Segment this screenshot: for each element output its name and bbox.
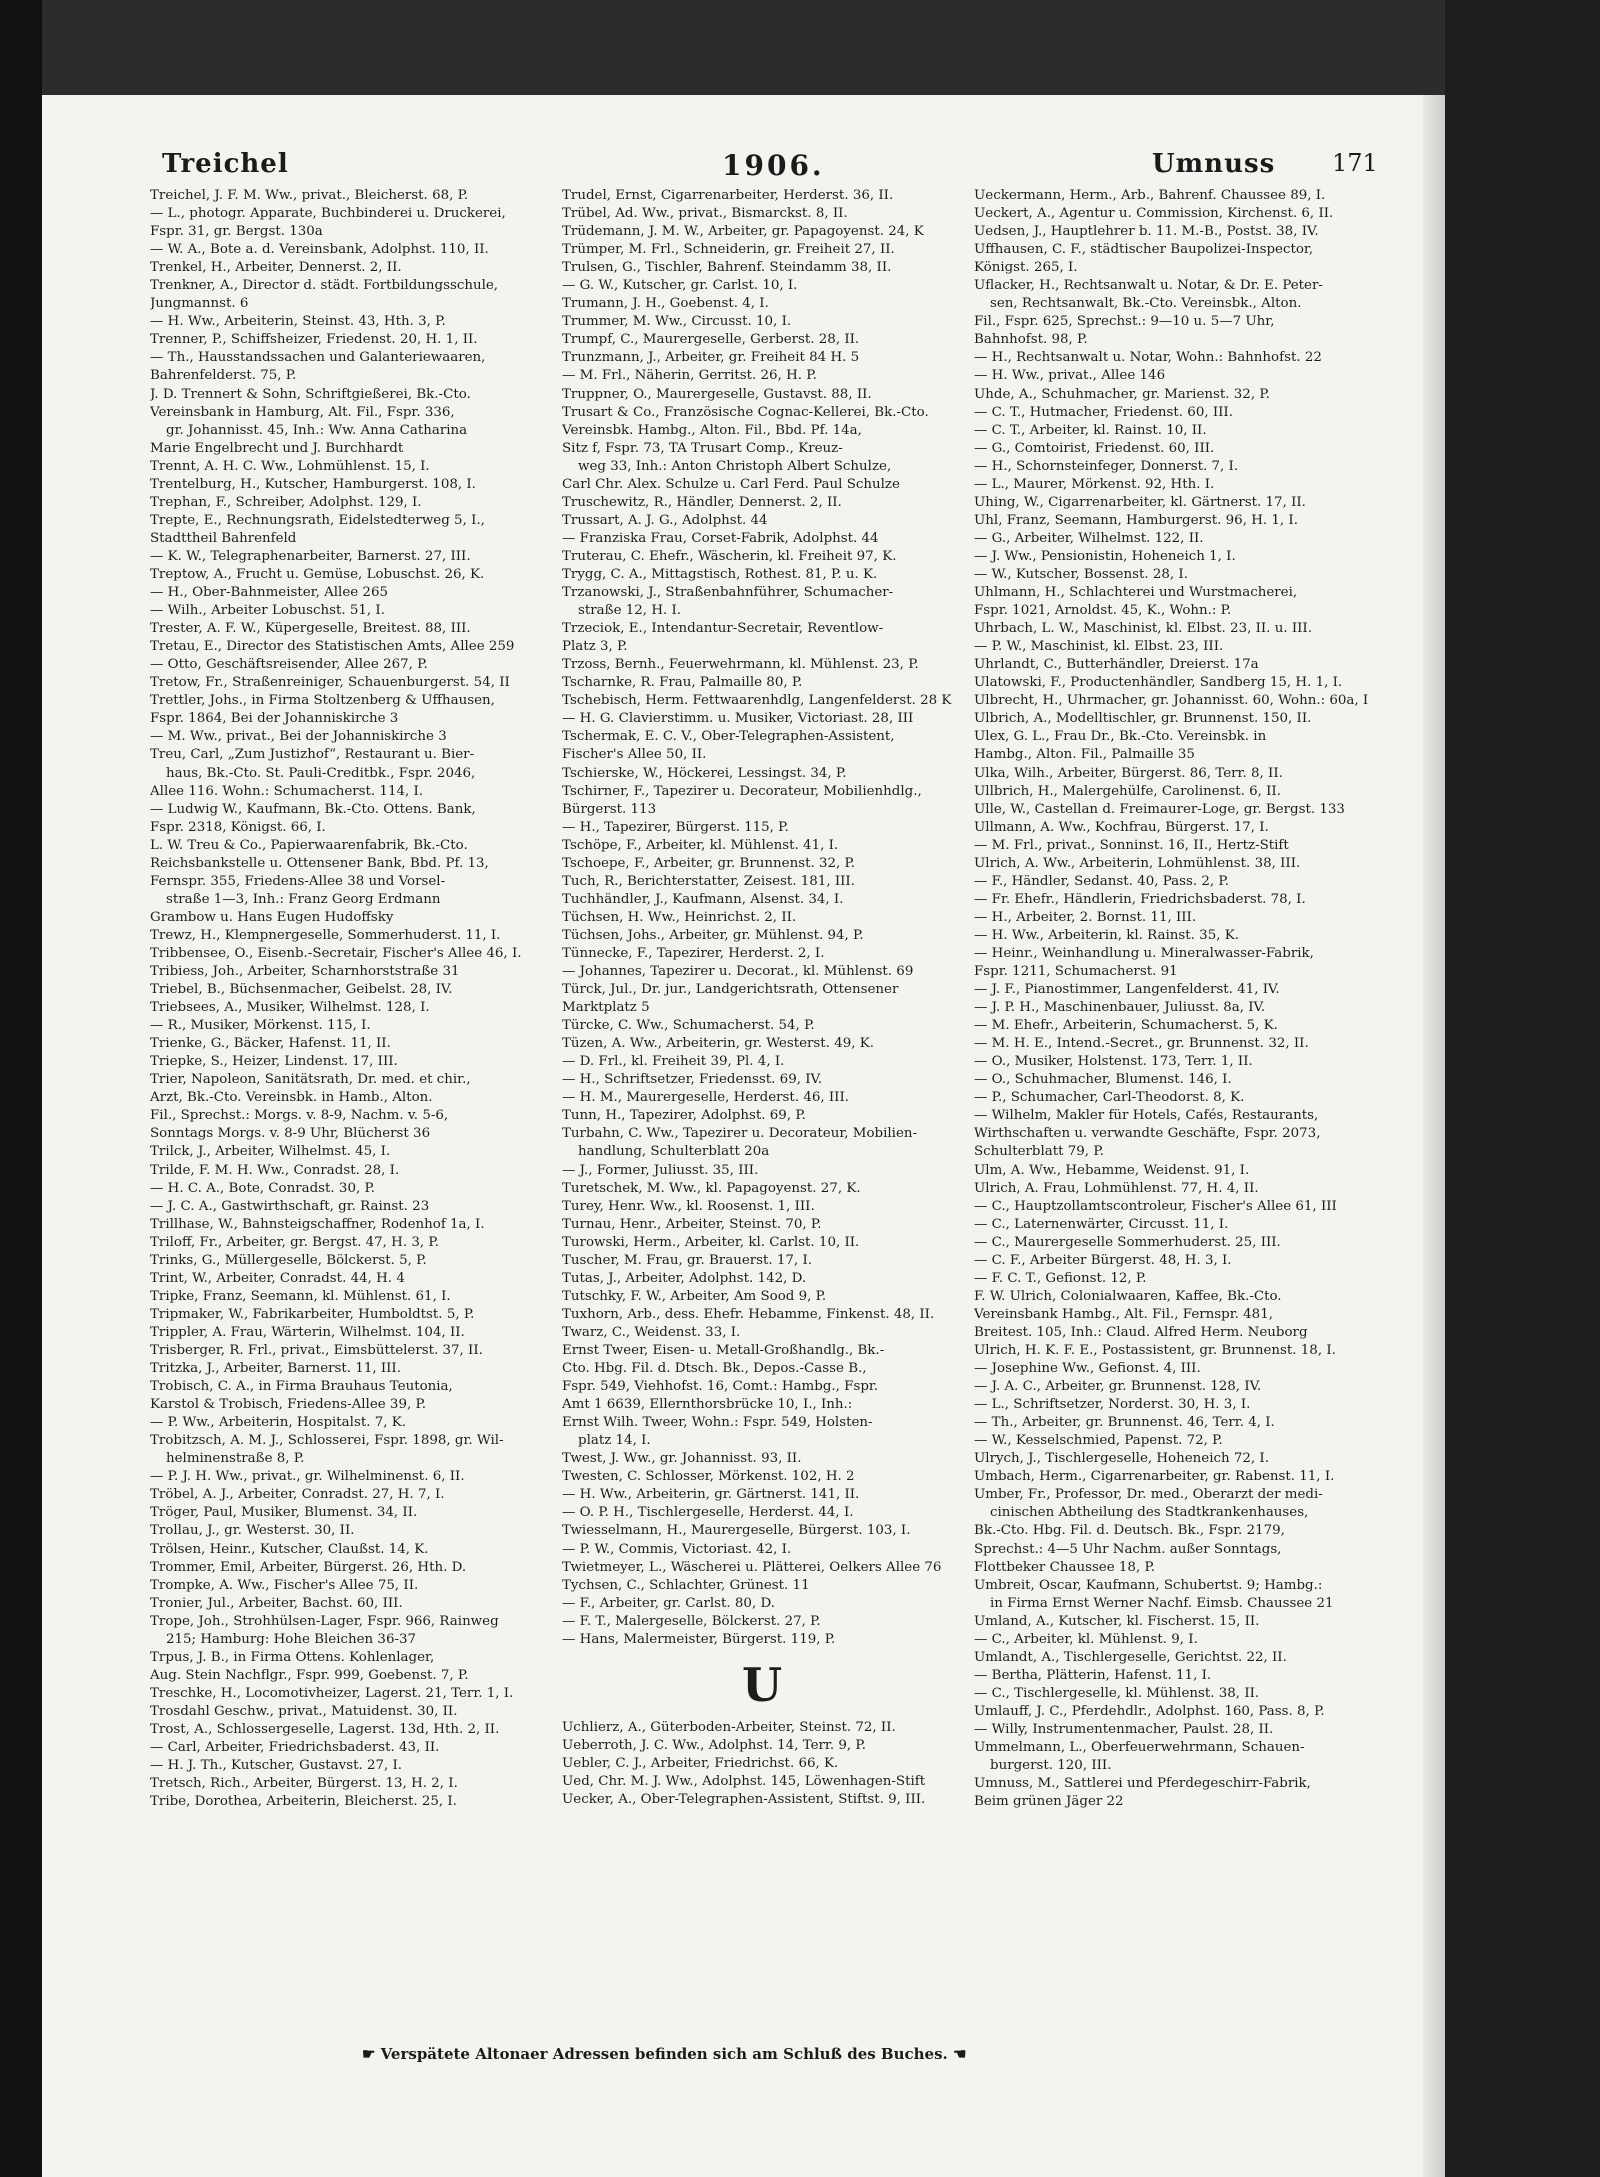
directory-entry: Tuscher, M. Frau, gr. Brauerst. 17, I. <box>562 1252 813 1268</box>
directory-entry: Uflacker, H., Rechtsanwalt u. Notar, & Dr. E. Peter- <box>974 278 1323 294</box>
directory-entry: Truschewitz, R., Händler, Dennerst. 2, II. <box>562 494 842 510</box>
directory-entry: Trettler, Johs., in Firma Stoltzenberg & Uffhausen, <box>150 693 495 709</box>
directory-entry: — Willy, Instrumentenmacher, Paulst. 28, II. <box>974 1721 1274 1737</box>
directory-entry: sen, Rechtsanwalt, Bk.-Cto. Vereinsbk., Alton. <box>990 296 1302 312</box>
directory-entry: — Hans, Malermeister, Bürgerst. 119, P. <box>562 1631 836 1647</box>
directory-entry: Beim grünen Jäger 22 <box>974 1794 1124 1810</box>
directory-entry: Tribiess, Joh., Arbeiter, Scharnhorststraße 31 <box>150 964 460 980</box>
directory-entry: Fspr. 1864, Bei der Johanniskirche 3 <box>150 711 399 727</box>
directory-entry: cinischen Abtheilung des Stadtkrankenhauses, <box>990 1505 1309 1521</box>
directory-entry: Trölsen, Heinr., Kutscher, Claußst. 14, K. <box>150 1541 429 1557</box>
column-2 <box>562 187 962 1809</box>
directory-entry: — Carl, Arbeiter, Friedrichsbaderst. 43, II. <box>150 1740 440 1756</box>
directory-entry: — J. C. A., Gastwirthschaft, gr. Rainst. 23 <box>150 1198 430 1214</box>
footnote: ☛ Verspätete Altonaer Adressen befinden sich am Schluß des Buches. ☚ <box>362 2045 967 2063</box>
directory-entry: Tutschky, F. W., Arbeiter, Am Sood 9, P. <box>562 1288 827 1304</box>
directory-entry: Fil., Sprechst.: Morgs. v. 8-9, Nachm. v. 5-6, <box>150 1108 449 1124</box>
directory-entry: — C. T., Arbeiter, kl. Rainst. 10, II. <box>974 422 1207 438</box>
directory-entry: Fernspr. 355, Friedens-Allee 38 und Vorsel- <box>150 873 446 889</box>
directory-entry: Trobisch, C. A., in Firma Brauhaus Teutonia, <box>150 1379 453 1395</box>
directory-entry: Trummer, M. Ww., Circusst. 10, I. <box>562 314 792 330</box>
directory-entry: Tschierske, W., Höckerei, Lessingst. 34, P. <box>562 765 847 781</box>
directory-entry: — C., Arbeiter, kl. Mühlenst. 9, I. <box>974 1631 1198 1647</box>
directory-entry: Tröger, Paul, Musiker, Blumenst. 34, II. <box>150 1505 418 1521</box>
directory-entry: Bk.-Cto. Hbg. Fil. d. Deutsch. Bk., Fspr. 2179, <box>974 1523 1285 1539</box>
directory-entry: — H. Ww., Arbeiterin, kl. Rainst. 35, K. <box>974 927 1239 943</box>
scan-border-top <box>0 0 1600 95</box>
directory-entry: Trübel, Ad. Ww., privat., Bismarckst. 8, II. <box>562 206 848 222</box>
directory-entry: platz 14, I. <box>578 1433 651 1449</box>
header-right-keyword: Umnuss <box>1152 149 1276 179</box>
directory-entry: Türcke, C. Ww., Schumacherst. 54, P. <box>562 1018 815 1034</box>
directory-entry: — P. J. H. Ww., privat., gr. Wilhelminenst. 6, II. <box>150 1469 465 1485</box>
directory-entry: J. D. Trennert & Sohn, Schriftgießerei, Bk.-Cto. <box>150 386 471 402</box>
directory-entry: Trussart, A. J. G., Adolphst. 44 <box>562 512 768 528</box>
directory-entry: Tröbel, A. J., Arbeiter, Conradst. 27, H. 7, I. <box>150 1487 445 1503</box>
directory-entry: Trumpf, C., Maurergeselle, Gerberst. 28, II. <box>562 332 860 348</box>
directory-entry: Trümper, M. Frl., Schneiderin, gr. Freiheit 27, II. <box>562 242 895 258</box>
directory-entry: Trommer, Emil, Arbeiter, Bürgerst. 26, Hth. D. <box>150 1559 467 1575</box>
directory-entry: Tscharnke, R. Frau, Palmaille 80, P. <box>562 675 803 691</box>
directory-entry: — H. Ww., Arbeiterin, Steinst. 43, Hth. 3, P. <box>150 314 446 330</box>
directory-entry: Trope, Joh., Strohhülsen-Lager, Fspr. 966, Rainweg <box>150 1613 499 1629</box>
directory-entry: Trygg, C. A., Mittagstisch, Rothest. 81, P. u. K. <box>562 566 878 582</box>
directory-entry: — G., Arbeiter, Wilhelmst. 122, II. <box>974 530 1204 546</box>
directory-entry: Tychsen, C., Schlachter, Grünest. 11 <box>562 1577 810 1593</box>
directory-entry: Trenner, P., Schiffsheizer, Friedenst. 20, H. 1, II. <box>150 332 478 348</box>
directory-entry: Ulm, A. Ww., Hebamme, Weidenst. 91, I. <box>974 1162 1250 1178</box>
page-header <box>152 149 1392 189</box>
directory-entry: — M. Ww., privat., Bei der Johanniskirche 3 <box>150 729 447 745</box>
directory-entry: Trumann, J. H., Goebenst. 4, I. <box>562 296 769 312</box>
directory-entry: Uhrlandt, C., Butterhändler, Dreierst. 17a <box>974 657 1259 673</box>
directory-entry: Ullmann, A. Ww., Kochfrau, Bürgerst. 17, I. <box>974 819 1269 835</box>
directory-entry: — H. Ww., Arbeiterin, gr. Gärtnerst. 141, II. <box>562 1487 860 1503</box>
column-3 <box>974 187 1374 1811</box>
directory-entry: — Bertha, Plätterin, Hafenst. 11, I. <box>974 1667 1212 1683</box>
directory-entry: Trzoss, Bernh., Feuerwehrmann, kl. Mühlenst. 23, P. <box>562 657 919 673</box>
directory-entry: Königst. 265, I. <box>974 260 1078 276</box>
directory-entry: — C. T., Hutmacher, Friedenst. 60, III. <box>974 404 1233 420</box>
directory-entry: Fspr. 31, gr. Bergst. 130a <box>150 224 323 240</box>
directory-entry: — H. M., Maurergeselle, Herderst. 46, III. <box>562 1090 850 1106</box>
directory-entry: Allee 116. Wohn.: Schumacherst. 114, I. <box>150 783 424 799</box>
directory-entry: — Otto, Geschäftsreisender, Allee 267, P. <box>150 657 428 673</box>
directory-entry: Treptow, A., Frucht u. Gemüse, Lobuschst. 26, K. <box>150 566 485 582</box>
directory-entry: Tunn, H., Tapezirer, Adolphst. 69, P. <box>562 1108 806 1124</box>
directory-entry: Umber, Fr., Professor, Dr. med., Oberarzt der medi- <box>974 1487 1323 1503</box>
directory-entry: Fspr. 2318, Königst. 66, I. <box>150 819 326 835</box>
directory-entry: Uhl, Franz, Seemann, Hamburgerst. 96, H. 1, I. <box>974 512 1298 528</box>
directory-entry: Trosdahl Geschw., privat., Matuidenst. 30, II. <box>150 1703 458 1719</box>
directory-entry: Twesten, C. Schlosser, Mörkenst. 102, H. 2 <box>562 1469 855 1485</box>
directory-entry: Ulex, G. L., Frau Dr., Bk.-Cto. Vereinsbk. in <box>974 729 1267 745</box>
directory-entry: — P. Ww., Arbeiterin, Hospitalst. 7, K. <box>150 1415 407 1431</box>
directory-entry: Uchlierz, A., Güterboden-Arbeiter, Steinst. 72, II. <box>562 1719 896 1735</box>
directory-entry: Carl Chr. Alex. Schulze u. Carl Ferd. Paul Schulze <box>562 476 900 492</box>
directory-entry: Trewz, H., Klempnergeselle, Sommerhuderst. 11, I. <box>150 927 501 943</box>
directory-entry: Tritzka, J., Arbeiter, Barnerst. 11, III. <box>150 1361 401 1377</box>
directory-entry: Uhde, A., Schuhmacher, gr. Marienst. 32, P. <box>974 386 1270 402</box>
directory-entry: Turetschek, M. Ww., kl. Papagoyenst. 27, K. <box>562 1180 861 1196</box>
directory-entry: — H., Schornsteinfeger, Donnerst. 7, I. <box>974 458 1239 474</box>
directory-entry: Tschirner, F., Tapezirer u. Decorateur, Mobilienhdlg., <box>562 783 922 799</box>
directory-entry: Uebler, C. J., Arbeiter, Friedrichst. 66, K. <box>562 1755 839 1771</box>
directory-entry: — J. Ww., Pensionistin, Hoheneich 1, I. <box>974 548 1236 564</box>
directory-entry: — H., Rechtsanwalt u. Notar, Wohn.: Bahnhofst. 22 <box>974 350 1322 366</box>
directory-entry: Trilck, J., Arbeiter, Wilhelmst. 45, I. <box>150 1144 391 1160</box>
directory-entry: gr. Johannisst. 45, Inh.: Ww. Anna Catharina <box>166 422 468 438</box>
directory-entry: — C., Hauptzollamtscontroleur, Fischer's Allee 61, III <box>974 1198 1337 1214</box>
directory-entry: Tünnecke, F., Tapezirer, Herderst. 2, I. <box>562 945 825 961</box>
directory-entry: Treu, Carl, „Zum Justizhof“, Restaurant u. Bier- <box>150 747 475 763</box>
directory-entry: Turbahn, C. Ww., Tapezirer u. Decorateur, Mobilien- <box>562 1126 918 1142</box>
directory-entry: Trompke, A. Ww., Fischer's Allee 75, II. <box>150 1577 419 1593</box>
directory-entry: Treichel, J. F. M. Ww., privat., Bleicherst. 68, P. <box>150 188 469 203</box>
directory-entry: Ulka, Wilh., Arbeiter, Bürgerst. 86, Terr. 8, II. <box>974 765 1283 781</box>
directory-entry: straße 1—3, Inh.: Franz Georg Erdmann <box>166 891 441 907</box>
directory-entry: Umland, A., Kutscher, kl. Fischerst. 15, II. <box>974 1613 1260 1629</box>
directory-entry: Platz 3, P. <box>562 639 628 655</box>
directory-entry: Tschermak, E. C. V., Ober-Telegraphen-Assistent, <box>562 729 895 745</box>
directory-entry: haus, Bk.-Cto. St. Pauli-Creditbk., Fspr. 2046, <box>166 765 476 781</box>
directory-entry: Ulbrich, A., Modelltischler, gr. Brunnenst. 150, II. <box>974 711 1312 727</box>
section-letter: U <box>741 1657 783 1712</box>
directory-entry: Türck, Jul., Dr. jur., Landgerichtsrath, Ottensener <box>562 982 899 998</box>
directory-entry: Trippler, A. Frau, Wärterin, Wilhelmst. 104, II. <box>150 1324 465 1340</box>
directory-entry: — O., Schuhmacher, Blumenst. 146, I. <box>974 1072 1232 1088</box>
directory-entry: — G. W., Kutscher, gr. Carlst. 10, I. <box>562 278 798 294</box>
directory-entry: Vereinsbk. Hambg., Alton. Fil., Bbd. Pf. 14a, <box>562 422 862 438</box>
directory-entry: Tripke, Franz, Seemann, kl. Mühlenst. 61, I. <box>150 1288 451 1304</box>
directory-entry: — J. A. C., Arbeiter, gr. Brunnenst. 128, IV. <box>974 1379 1262 1395</box>
directory-entry: Ullbrich, H., Malergehülfe, Carolinenst. 6, II. <box>974 783 1281 799</box>
directory-entry: Ueckert, A., Agentur u. Commission, Kirchenst. 6, II. <box>974 206 1334 222</box>
directory-entry: Turowski, Herm., Arbeiter, kl. Carlst. 10, II. <box>562 1234 860 1250</box>
directory-entry: Umbach, Herm., Cigarrenarbeiter, gr. Rabenst. 11, I. <box>974 1469 1335 1485</box>
directory-entry: 215; Hamburg: Hohe Bleichen 36-37 <box>166 1631 417 1647</box>
directory-entry: — Ludwig W., Kaufmann, Bk.-Cto. Ottens. Bank, <box>150 801 476 817</box>
directory-entry: Ued, Chr. M. J. Ww., Adolphst. 145, Löwenhagen-Stift <box>562 1773 926 1789</box>
directory-entry: L. W. Treu & Co., Papierwaarenfabrik, Bk.-Cto. <box>150 837 468 853</box>
directory-entry: — H. G. Clavierstimm. u. Musiker, Victoriast. 28, III <box>562 711 914 727</box>
directory-entry: Trollau, J., gr. Westerst. 30, II. <box>150 1523 355 1539</box>
directory-entry: Vereinsbank Hambg., Alt. Fil., Fernspr. 481, <box>974 1306 1273 1322</box>
directory-entry: — Franziska Frau, Corset-Fabrik, Adolphst. 44 <box>562 530 879 546</box>
directory-entry: in Firma Ernst Werner Nachf. Eimsb. Chaussee 21 <box>990 1595 1334 1611</box>
directory-entry: Arzt, Bk.-Cto. Vereinsbk. in Hamb., Alton. <box>150 1090 433 1106</box>
directory-entry: Trisberger, R. Frl., privat., Eimsbüttelerst. 37, II. <box>150 1343 483 1358</box>
directory-entry: Ueckermann, Herm., Arb., Bahrenf. Chaussee 89, I. <box>974 188 1326 203</box>
directory-entry: Umlandt, A., Tischlergeselle, Gerichtst. 22, II. <box>974 1649 1287 1665</box>
directory-entry: burgerst. 120, III. <box>990 1758 1112 1774</box>
directory-page <box>42 95 1445 2177</box>
directory-entry: Trillhase, W., Bahnsteigschaffner, Rodenhof 1a, I. <box>150 1216 485 1232</box>
directory-entry: — M. Frl., Näherin, Gerritst. 26, H. P. <box>562 368 817 384</box>
directory-entry: Tuxhorn, Arb., dess. Ehefr. Hebamme, Finkenst. 48, II. <box>562 1306 935 1322</box>
directory-entry: Marie Engelbrecht und J. Burchhardt <box>150 440 404 456</box>
directory-entry: Fischer's Allee 50, II. <box>562 747 707 763</box>
directory-entry: Triebel, B., Büchsenmacher, Geibelst. 28, IV. <box>150 982 453 998</box>
scan-border-right <box>1445 0 1600 2177</box>
directory-entry: Bürgerst. 113 <box>562 801 657 817</box>
directory-entry: Trenkner, A., Director d. städt. Fortbildungsschule, <box>150 278 499 294</box>
directory-entry: Tüzen, A. Ww., Arbeiterin, gr. Westerst. 49, K. <box>562 1036 875 1052</box>
directory-entry: Tutas, J., Arbeiter, Adolphst. 142, D. <box>562 1270 807 1286</box>
directory-entry: — J., Former, Juliusst. 35, III. <box>562 1162 759 1178</box>
directory-entry: Umlauff, J. C., Pferdehdlr., Adolphst. 160, Pass. 8, P. <box>974 1703 1325 1719</box>
directory-entry: handlung, Schulterblatt 20a <box>578 1144 770 1160</box>
directory-entry: — Johannes, Tapezirer u. Decorat., kl. Mühlenst. 69 <box>562 964 914 980</box>
directory-entry: Ummelmann, L., Oberfeuerwehrmann, Schauen- <box>974 1740 1305 1756</box>
directory-entry: Trentelburg, H., Kutscher, Hamburgerst. 108, I. <box>150 476 476 492</box>
directory-entry: — W., Kesselschmied, Papenst. 72, P. <box>974 1433 1223 1449</box>
directory-entry: — H., Tapezirer, Bürgerst. 115, P. <box>562 819 789 835</box>
directory-entry: Fspr. 1021, Arnoldst. 45, K., Wohn.: P. <box>974 603 1232 619</box>
directory-entry: — W. A., Bote a. d. Vereinsbank, Adolphst. 110, II. <box>150 242 489 258</box>
directory-entry: — H. C. A., Bote, Conradst. 30, P. <box>150 1180 376 1196</box>
directory-entry: Fspr. 549, Viehhofst. 16, Comt.: Hambg., Fspr. <box>562 1379 879 1395</box>
directory-entry: Truterau, C. Ehefr., Wäscherin, kl. Freiheit 97, K. <box>562 548 897 564</box>
directory-entry: weg 33, Inh.: Anton Christoph Albert Schulze, <box>578 458 892 474</box>
directory-entry: Bahnhofst. 98, P. <box>974 332 1088 348</box>
directory-entry: — M. Frl., privat., Sonninst. 16, II., Hertz-Stift <box>974 837 1289 853</box>
directory-entry: — F. T., Malergeselle, Bölckerst. 27, P. <box>562 1613 821 1629</box>
directory-entry: Ueberroth, J. C. Ww., Adolphst. 14, Terr. 9, P. <box>562 1737 866 1753</box>
directory-entry: Ernst Tweer, Eisen- u. Metall-Großhandlg., Bk.- <box>562 1343 885 1358</box>
directory-entry: Grambow u. Hans Eugen Hudoffsky <box>150 909 394 925</box>
directory-entry: — Heinr., Weinhandlung u. Mineralwasser-Fabrik, <box>974 945 1314 961</box>
directory-entry: Bahrenfelderst. 75, P. <box>150 368 297 384</box>
directory-entry: Fil., Fspr. 625, Sprechst.: 9—10 u. 5—7 Uhr, <box>974 314 1275 330</box>
directory-entry: Trier, Napoleon, Sanitätsrath, Dr. med. et chir., <box>150 1072 471 1088</box>
directory-entry: — H., Arbeiter, 2. Bornst. 11, III. <box>974 909 1197 925</box>
directory-entry: — G., Comtoirist, Friedenst. 60, III. <box>974 440 1215 456</box>
directory-entry: — J. P. H., Maschinenbauer, Juliusst. 8a, IV. <box>974 1000 1266 1016</box>
directory-entry: Trusart & Co., Französische Cognac-Kellerei, Bk.-Cto. <box>562 404 929 420</box>
directory-entry: Trennt, A. H. C. Ww., Lohmühlenst. 15, I. <box>150 458 430 474</box>
directory-entry: Twarz, C., Weidenst. 33, I. <box>562 1324 741 1340</box>
directory-entry: Trpus, J. B., in Firma Ottens. Kohlenlager, <box>150 1649 435 1665</box>
header-left-keyword: Treichel <box>162 149 289 179</box>
directory-entry: Trulsen, G., Tischler, Bahrenf. Steindamm 38, II. <box>562 260 892 276</box>
directory-entry: Uedsen, J., Hauptlehrer b. 11. M.-B., Postst. 38, IV. <box>974 224 1319 240</box>
directory-entry: Trüdemann, J. M. W., Arbeiter, gr. Papagoyenst. 24, K <box>562 224 924 240</box>
directory-entry: — F. C. T., Gefionst. 12, P. <box>974 1270 1147 1286</box>
directory-entry: straße 12, H. I. <box>578 603 682 619</box>
directory-entry: Triepke, S., Heizer, Lindenst. 17, III. <box>150 1054 398 1070</box>
directory-entry: Sitz f, Fspr. 73, TA Trusart Comp., Kreuz- <box>562 440 843 456</box>
directory-entry: Sprechst.: 4—5 Uhr Nachm. außer Sonntags, <box>974 1541 1282 1557</box>
directory-entry: Twietmeyer, L., Wäscherei u. Plätterei, Oelkers Allee 76 <box>562 1559 942 1575</box>
directory-entry: — P. W., Commis, Victoriast. 42, I. <box>562 1541 792 1557</box>
directory-entry: — Th., Hausstandssachen und Galanteriewaaren, <box>150 350 486 366</box>
directory-entry: Tretau, E., Director des Statistischen Amts, Allee 259 <box>150 639 515 655</box>
directory-entry: — J. F., Pianostimmer, Langenfelderst. 41, IV. <box>974 982 1280 998</box>
directory-entry: Trint, W., Arbeiter, Conradst. 44, H. 4 <box>150 1270 405 1286</box>
directory-entry: Vereinsbank in Hamburg, Alt. Fil., Fspr. 336, <box>150 404 455 420</box>
directory-entry: Ulrich, A. Ww., Arbeiterin, Lohmühlenst. 38, III. <box>974 855 1301 871</box>
directory-entry: Uhing, W., Cigarrenarbeiter, kl. Gärtnerst. 17, II. <box>974 494 1306 510</box>
directory-entry: Karstol & Trobisch, Friedens-Allee 39, P. <box>150 1397 427 1413</box>
directory-entry: Tüchsen, H. Ww., Heinrichst. 2, II. <box>562 909 797 925</box>
directory-entry: Trester, A. F. W., Küpergeselle, Breitest. 88, III. <box>150 621 471 637</box>
column-1 <box>150 187 550 1811</box>
directory-entry: F. W. Ulrich, Colonialwaaren, Kaffee, Bk.-Cto. <box>974 1288 1282 1304</box>
directory-entry: Tüchsen, Johs., Arbeiter, gr. Mühlenst. 94, P. <box>562 927 864 943</box>
directory-entry: — Josephine Ww., Gefionst. 4, III. <box>974 1361 1201 1377</box>
directory-entry: Trost, A., Schlossergeselle, Lagerst. 13d, Hth. 2, II. <box>150 1721 500 1737</box>
directory-entry: Uhlmann, H., Schlachterei und Wurstmacherei, <box>974 585 1298 601</box>
directory-entry: — F., Händler, Sedanst. 40, Pass. 2, P. <box>974 873 1229 889</box>
directory-entry: — C., Maurergeselle Sommerhuderst. 25, III. <box>974 1234 1281 1250</box>
directory-entry: Uhrbach, L. W., Maschinist, kl. Elbst. 23, II. u. III. <box>974 621 1312 637</box>
directory-entry: Uecker, A., Ober-Telegraphen-Assistent, Stiftst. 9, III. <box>562 1791 926 1807</box>
directory-entry: Trilde, F. M. H. Ww., Conradst. 28, I. <box>150 1162 400 1178</box>
directory-entry: Ernst Wilh. Tweer, Wohn.: Fspr. 549, Holsten- <box>562 1415 873 1431</box>
directory-entry: Tuch, R., Berichterstatter, Zeisest. 181, III. <box>562 873 855 889</box>
directory-entry: — Fr. Ehefr., Händlerin, Friedrichsbaderst. 78, I. <box>974 891 1306 907</box>
directory-entry: Triloff, Fr., Arbeiter, gr. Bergst. 47, H. 3, P. <box>150 1234 439 1250</box>
directory-entry: Fspr. 1211, Schumacherst. 91 <box>974 964 1178 980</box>
directory-entry: Trephan, F., Schreiber, Adolphst. 129, I. <box>150 494 422 510</box>
directory-entry: Trenkel, H., Arbeiter, Dennerst. 2, II. <box>150 260 402 276</box>
directory-entry: Trudel, Ernst, Cigarrenarbeiter, Herderst. 36, II. <box>562 188 894 203</box>
directory-entry: — L., photogr. Apparate, Buchbinderei u. Druckerei, <box>150 206 506 222</box>
directory-entry: Turey, Henr. Ww., kl. Roosenst. 1, III. <box>562 1198 815 1214</box>
directory-entry: Reichsbankstelle u. Ottensener Bank, Bbd. Pf. 13, <box>150 855 489 871</box>
header-year: 1906. <box>722 149 825 182</box>
directory-entry: Treschke, H., Locomotivheizer, Lagerst. 21, Terr. 1, I. <box>150 1685 514 1701</box>
directory-entry: — W., Kutscher, Bossenst. 28, I. <box>974 566 1188 582</box>
directory-entry: Triebsees, A., Musiker, Wilhelmst. 128, I. <box>150 1000 430 1016</box>
directory-entry: Stadttheil Bahrenfeld <box>150 530 297 546</box>
directory-entry: Tretow, Fr., Straßenreiniger, Schauenburgerst. 54, II <box>150 675 510 691</box>
directory-entry: Tschebisch, Herm. Fettwaarenhdlg, Langenfelderst. 28 K <box>562 693 952 709</box>
directory-entry: Marktplatz 5 <box>562 1000 650 1016</box>
directory-entry: — L., Schriftsetzer, Norderst. 30, H. 3, I. <box>974 1397 1251 1413</box>
directory-entry: Aug. Stein Nachflgr., Fspr. 999, Goebenst. 7, P. <box>150 1667 469 1683</box>
directory-entry: Uffhausen, C. F., städtischer Baupolizei-Inspector, <box>974 242 1314 258</box>
directory-entry: helminenstraße 8, P. <box>166 1451 305 1467</box>
directory-entry: Ulrich, A. Frau, Lohmühlenst. 77, H. 4, II. <box>974 1180 1259 1196</box>
directory-entry: Tschoepe, F., Arbeiter, gr. Brunnenst. 32, P. <box>562 855 856 871</box>
directory-entry: — C., Tischlergeselle, kl. Mühlenst. 38, II. <box>974 1685 1260 1701</box>
directory-entry: Sonntags Morgs. v. 8-9 Uhr, Blücherst 36 <box>150 1126 431 1142</box>
directory-entry: Trepte, E., Rechnungsrath, Eidelstedterweg 5, I., <box>150 512 485 528</box>
directory-entry: — Th., Arbeiter, gr. Brunnenst. 46, Terr. 4, I. <box>974 1415 1275 1431</box>
directory-entry: Ulrych, J., Tischlergeselle, Hoheneich 72, I. <box>974 1451 1269 1467</box>
directory-entry: — M. Ehefr., Arbeiterin, Schumacherst. 5, K. <box>974 1018 1278 1034</box>
directory-entry: Twiesselmann, H., Maurergeselle, Bürgerst. 103, I. <box>562 1523 911 1539</box>
directory-entry: — L., Maurer, Mörkenst. 92, Hth. I. <box>974 476 1215 492</box>
directory-entry: Tripmaker, W., Fabrikarbeiter, Humboldtst. 5, P. <box>150 1306 475 1322</box>
directory-entry: Tschöpe, F., Arbeiter, kl. Mühlenst. 41, I. <box>562 837 839 853</box>
directory-entry: — K. W., Telegraphenarbeiter, Barnerst. 27, III. <box>150 548 471 564</box>
page-number: 171 <box>1332 149 1378 177</box>
directory-entry: — O. P. H., Tischlergeselle, Herderst. 44, I. <box>562 1505 854 1521</box>
directory-entry: Tronier, Jul., Arbeiter, Bachst. 60, III. <box>150 1595 403 1611</box>
directory-entry: — R., Musiker, Mörkenst. 115, I. <box>150 1018 371 1034</box>
directory-entry: — O., Musiker, Holstenst. 173, Terr. 1, II. <box>974 1054 1253 1070</box>
directory-entry: Tribe, Dorothea, Arbeiterin, Bleicherst. 25, I. <box>150 1794 457 1810</box>
directory-entry: Umbreit, Oscar, Kaufmann, Schubertst. 9; Hambg.: <box>974 1577 1323 1593</box>
directory-entry: — H., Ober-Bahnmeister, Allee 265 <box>150 585 388 601</box>
directory-entry: Turnau, Henr., Arbeiter, Steinst. 70, P. <box>562 1216 822 1232</box>
directory-entry: Ulrich, H. K. F. E., Postassistent, gr. Brunnenst. 18, I. <box>974 1343 1336 1358</box>
directory-entry: Trobitzsch, A. M. J., Schlosserei, Fspr. 1898, gr. Wil- <box>150 1433 504 1449</box>
directory-entry: Cto. Hbg. Fil. d. Dtsch. Bk., Depos.-Casse B., <box>562 1361 867 1377</box>
directory-entry: Ulbrecht, H., Uhrmacher, gr. Johannisst. 60, Wohn.: 60a, I <box>974 693 1369 709</box>
directory-entry: Tribbensee, O., Eisenb.-Secretair, Fischer's Allee 46, I. <box>150 945 522 961</box>
directory-entry: — C., Laternenwärter, Circusst. 11, I. <box>974 1216 1229 1232</box>
directory-entry: Trinks, G., Müllergeselle, Bölckerst. 5, P. <box>150 1252 427 1268</box>
directory-entry: — M. H. E., Intend.-Secret., gr. Brunnenst. 32, II. <box>974 1036 1309 1052</box>
directory-entry: — H. J. Th., Kutscher, Gustavst. 27, I. <box>150 1758 403 1774</box>
directory-entry: Schulterblatt 79, P. <box>974 1144 1104 1160</box>
directory-entry: — H. Ww., privat., Allee 146 <box>974 368 1166 384</box>
directory-entry: Amt 1 6639, Ellernthorsbrücke 10, I., Inh.: <box>562 1397 853 1413</box>
directory-entry: — D. Frl., kl. Freiheit 39, Pl. 4, I. <box>562 1054 785 1070</box>
directory-entry: — H., Schriftsetzer, Friedensst. 69, IV. <box>562 1072 823 1088</box>
directory-entry: Tretsch, Rich., Arbeiter, Bürgerst. 13, H. 2, I. <box>150 1776 458 1792</box>
directory-entry: Twest, J. Ww., gr. Johannisst. 93, II. <box>562 1451 802 1467</box>
directory-entry: — Wilh., Arbeiter Lobuschst. 51, I. <box>150 603 385 619</box>
directory-entry: Jungmannst. 6 <box>150 296 249 312</box>
directory-entry: Flottbeker Chaussee 18, P. <box>974 1559 1156 1575</box>
directory-entry: Trzanowski, J., Straßenbahnführer, Schumacher- <box>562 585 894 601</box>
directory-entry: Truppner, O., Maurergeselle, Gustavst. 88, II. <box>562 386 872 402</box>
directory-entry: Trunzmann, J., Arbeiter, gr. Freiheit 84 H. 5 <box>562 350 860 366</box>
directory-entry: Ulatowski, F., Productenhändler, Sandberg 15, H. 1, I. <box>974 675 1343 691</box>
directory-entry: Wirthschaften u. verwandte Geschäfte, Fspr. 2073, <box>974 1126 1321 1142</box>
scan-border-left <box>0 0 42 2177</box>
directory-entry: Trienke, G., Bäcker, Hafenst. 11, II. <box>150 1036 391 1052</box>
directory-entry: Trzeciok, E., Intendantur-Secretair, Reventlow- <box>562 621 884 637</box>
directory-entry: Tuchhändler, J., Kaufmann, Alsenst. 34, I. <box>562 891 844 907</box>
directory-entry: — P., Schumacher, Carl-Theodorst. 8, K. <box>974 1090 1245 1106</box>
directory-entry: — F., Arbeiter, gr. Carlst. 80, D. <box>562 1595 775 1611</box>
directory-entry: Breitest. 105, Inh.: Claud. Alfred Herm. Neuborg <box>974 1324 1308 1340</box>
directory-entry: — Wilhelm, Makler für Hotels, Cafés, Restaurants, <box>974 1108 1319 1124</box>
directory-entry: Hambg., Alton. Fil., Palmaille 35 <box>974 747 1195 763</box>
directory-entry: Ulle, W., Castellan d. Freimaurer-Loge, gr. Bergst. 133 <box>974 801 1345 817</box>
directory-entry: — C. F., Arbeiter Bürgerst. 48, H. 3, I. <box>974 1252 1232 1268</box>
directory-entry: Umnuss, M., Sattlerei und Pferdegeschirr-Fabrik, <box>974 1776 1311 1792</box>
directory-entry: — P. W., Maschinist, kl. Elbst. 23, III. <box>974 639 1224 655</box>
